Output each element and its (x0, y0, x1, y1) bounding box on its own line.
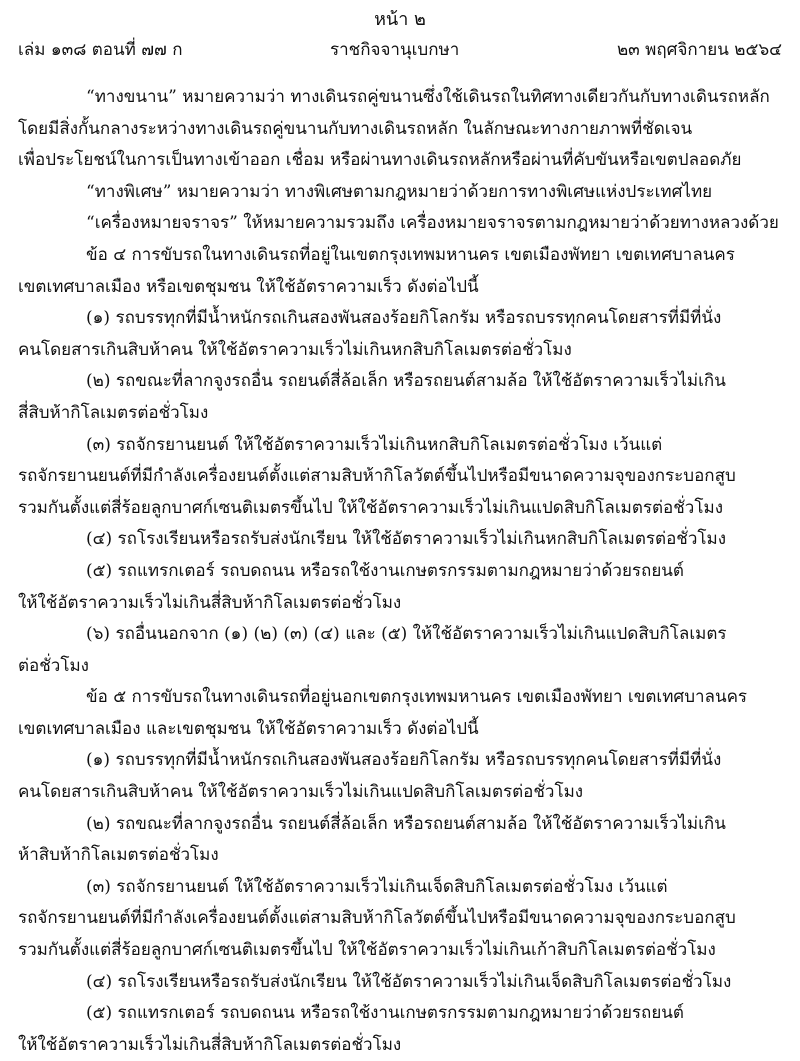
gazette-name: ราชกิจจานุเบกษา (330, 40, 460, 60)
text-line: (๕) รถแทรกเตอร์ รถบดถนน หรือรถใช้งานเกษตรกรรมตามกฎหมายว่าด้วยรถยนต์ (86, 1003, 684, 1024)
text-line: เขตเทศบาลเมือง และเขตชุมชน ให้ใช้อัตราความเร็ว ดังต่อไปนี้ (18, 718, 479, 739)
text-line: (๑) รถบรรทุกที่มีน้ำหนักรถเกินสองพันสองร้อยกิโลกรัม หรือรถบรรทุกคนโดยสารที่มีที่นั่ง (86, 308, 722, 329)
text-line: เพื่อประโยชน์ในการเป็นทางเข้าออก เชื่อม หรือผ่านทางเดินรถหลักหรือผ่านที่คับขันหรือเขตปลอดภัย (18, 150, 742, 171)
text-line: คนโดยสารเกินสิบห้าคน ให้ใช้อัตราความเร็วไม่เกินหกสิบกิโลเมตรต่อชั่วโมง (18, 339, 572, 360)
text-line: (๒) รถขณะที่ลากจูงรถอื่น รถยนต์สี่ล้อเล็ก หรือรถยนต์สามล้อ ให้ใช้อัตราความเร็วไม่เกิน (86, 813, 726, 834)
text-line: “ทางพิเศษ” หมายความว่า ทางพิเศษตามกฎหมายว่าด้วยการทางพิเศษแห่งประเทศไทย (86, 181, 713, 202)
text-line: (๒) รถขณะที่ลากจูงรถอื่น รถยนต์สี่ล้อเล็ก หรือรถยนต์สามล้อ ให้ใช้อัตราความเร็วไม่เกิน (86, 371, 726, 392)
text-line: รวมกันตั้งแต่สี่ร้อยลูกบาศก์เซนติเมตรขึ้นไป ให้ใช้อัตราความเร็วไม่เกินแปดสิบกิโลเมตรต่อชั่วโมง (18, 497, 723, 518)
text-line: โดยมีสิ่งกั้นกลางระหว่างทางเดินรถคู่ขนานกับทางเดินรถหลัก ในลักษณะทางกายภาพที่ชัดเจน (18, 118, 693, 139)
text-line: สี่สิบห้ากิโลเมตรต่อชั่วโมง (18, 402, 209, 423)
text-line: ให้ใช้อัตราความเร็วไม่เกินสี่สิบห้ากิโลเมตรต่อชั่วโมง (18, 1034, 402, 1055)
text-line: รถจักรยานยนต์ที่มีกำลังเครื่องยนต์ตั้งแต่สามสิบห้ากิโลวัตต์ขึ้นไปหรือมีขนาดความจุของกระบอกสูบ (18, 908, 736, 929)
text-line: ห้าสิบห้ากิโลเมตรต่อชั่วโมง (18, 845, 219, 866)
document-body (18, 82, 782, 1061)
volume-issue: เล่ม ๑๓๘ ตอนที่ ๗๗ ก (18, 40, 183, 60)
page-number: หน้า ๒ (374, 9, 426, 30)
text-line: “เครื่องหมายจราจร” ให้หมายความรวมถึง เครื่องหมายจราจรตามกฎหมายว่าด้วยทางหลวงด้วย (86, 213, 779, 234)
text-line: คนโดยสารเกินสิบห้าคน ให้ใช้อัตราความเร็วไม่เกินแปดสิบกิโลเมตรต่อชั่วโมง (18, 782, 584, 803)
text-line: ข้อ ๔ การขับรถในทางเดินรถที่อยู่ในเขตกรุงเทพมหานคร เขตเมืองพัทยา เขตเทศบาลนคร (86, 244, 735, 265)
text-line: (๕) รถแทรกเตอร์ รถบดถนน หรือรถใช้งานเกษตรกรรมตามกฎหมายว่าด้วยรถยนต์ (86, 560, 684, 581)
text-line: เขตเทศบาลเมือง หรือเขตชุมชน ให้ใช้อัตราความเร็ว ดังต่อไปนี้ (18, 276, 479, 297)
text-line: ให้ใช้อัตราความเร็วไม่เกินสี่สิบห้ากิโลเมตรต่อชั่วโมง (18, 592, 402, 613)
text-line: “ทางขนาน” หมายความว่า ทางเดินรถคู่ขนานซึ่งใช้เดินรถในทิศทางเดียวกันกับทางเดินรถหลัก (86, 87, 770, 107)
text-line: (๖) รถอื่นนอกจาก (๑) (๒) (๓) (๔) และ (๕) ให้ใช้อัตราความเร็วไม่เกินแปดสิบกิโลเมตร (86, 624, 727, 645)
gazette-header (0, 36, 800, 62)
text-line: ต่อชั่วโมง (18, 655, 89, 676)
text-line: (๑) รถบรรทุกที่มีน้ำหนักรถเกินสองพันสองร้อยกิโลกรัม หรือรถบรรทุกคนโดยสารที่มีที่นั่ง (86, 750, 722, 771)
text-line: รถจักรยานยนต์ที่มีกำลังเครื่องยนต์ตั้งแต่สามสิบห้ากิโลวัตต์ขึ้นไปหรือมีขนาดความจุของกระบอกสูบ (18, 466, 736, 487)
text-line: (๓) รถจักรยานยนต์ ให้ใช้อัตราความเร็วไม่เกินเจ็ดสิบกิโลเมตรต่อชั่วโมง เว้นแต่ (86, 876, 668, 897)
publication-date: ๒๓ พฤศจิกายน ๒๕๖๔ (616, 40, 782, 60)
text-line: (๔) รถโรงเรียนหรือรถรับส่งนักเรียน ให้ใช้อัตราความเร็วไม่เกินเจ็ดสิบกิโลเมตรต่อชั่วโมง (86, 971, 732, 992)
text-line: (๓) รถจักรยานยนต์ ให้ใช้อัตราความเร็วไม่เกินหกสิบกิโลเมตรต่อชั่วโมง เว้นแต่ (86, 434, 663, 455)
text-line: (๔) รถโรงเรียนหรือรถรับส่งนักเรียน ให้ใช้อัตราความเร็วไม่เกินหกสิบกิโลเมตรต่อชั่วโมง (86, 529, 727, 550)
text-line: รวมกันตั้งแต่สี่ร้อยลูกบาศก์เซนติเมตรขึ้นไป ให้ใช้อัตราความเร็วไม่เกินเก้าสิบกิโลเมตรต่อชั่วโมง (18, 940, 716, 961)
text-line: ข้อ ๕ การขับรถในทางเดินรถที่อยู่นอกเขตกรุงเทพมหานคร เขตเมืองพัทยา เขตเทศบาลนคร (86, 687, 748, 708)
